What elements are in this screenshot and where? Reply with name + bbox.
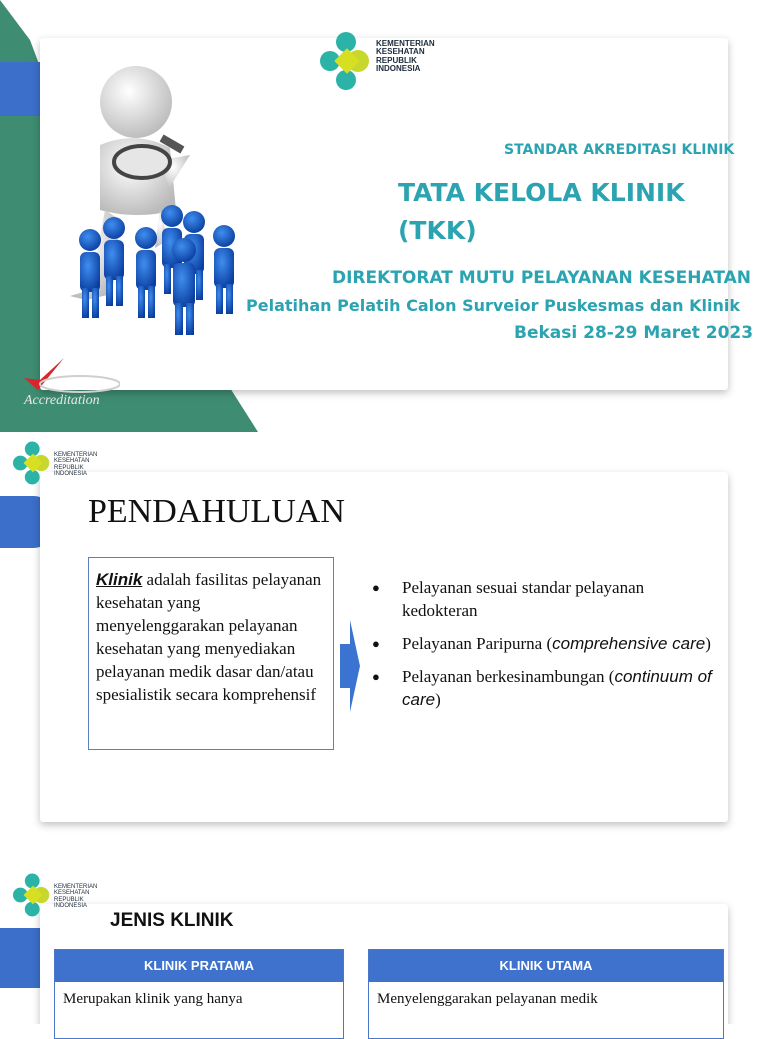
slide-heading: PENDAHULUAN [88, 493, 345, 530]
features-list [372, 576, 712, 721]
arrow-right-icon [340, 620, 360, 712]
card-body: Menyelenggarakan pelayanan medik [377, 991, 598, 1007]
training-text: Pelatihan Pelatih Calon Surveior Puskesmas dan Klinik [246, 296, 740, 315]
definition-text: adalah fasilitas pelayanan kesehatan yang menyelenggarakan pelayanan kesehatan yang menyediakan pelayanan medik dasar dan/atau spesialistik secara komprehensif [96, 570, 322, 704]
accreditation-mark: Accreditation [24, 393, 100, 408]
checkmark-icon [20, 356, 120, 396]
title-slide [0, 0, 768, 432]
slide-subtitle: STANDAR AKREDITASI KLINIK [504, 142, 735, 158]
slide-title: TATA KELOLA KLINIK (TKK) [398, 178, 685, 245]
kemenkes-logo-text: KEMENTERIAN KESEHATAN REPUBLIK INDONESIA [376, 39, 435, 74]
kemenkes-logo-icon [10, 440, 50, 486]
kemenkes-logo-icon [316, 30, 370, 92]
kemenkes-logo [316, 30, 435, 96]
kemenkes-logo-icon [10, 872, 50, 918]
card-header: KLINIK UTAMA [369, 950, 723, 982]
slide-heading: JENIS KLINIK [110, 910, 234, 931]
place-date-text: Bekasi 28-29 Maret 2023 [514, 323, 754, 343]
directorate-text: DIREKTORAT MUTU PELAYANAN KESEHATAN [332, 268, 752, 288]
list-item: ● Pelayanan sesuai standar pelayanan kedokteran [372, 576, 712, 622]
definition-term: Klinik [96, 570, 143, 589]
card-header: KLINIK PRATAMA [55, 950, 343, 982]
kemenkes-logo [10, 440, 98, 490]
klinik-pratama-card [54, 949, 344, 1039]
list-item: ● Pelayanan berkesinambungan (continuum of care) [372, 665, 712, 711]
klinik-utama-card [368, 949, 724, 1039]
kemenkes-logo [10, 872, 98, 922]
list-item: ● Pelayanan Paripurna (comprehensive care) [372, 632, 712, 655]
card-body: Merupakan klinik yang hanya [63, 991, 243, 1007]
kemenkes-logo-text: KEMENTERIAN KESEHATAN REPUBLIK INDONESIA [54, 884, 98, 909]
definition-box [88, 557, 334, 750]
inspector-figure-illustration [50, 60, 260, 340]
kemenkes-logo-text: KEMENTERIAN KESEHATAN REPUBLIK INDONESIA [54, 452, 98, 477]
